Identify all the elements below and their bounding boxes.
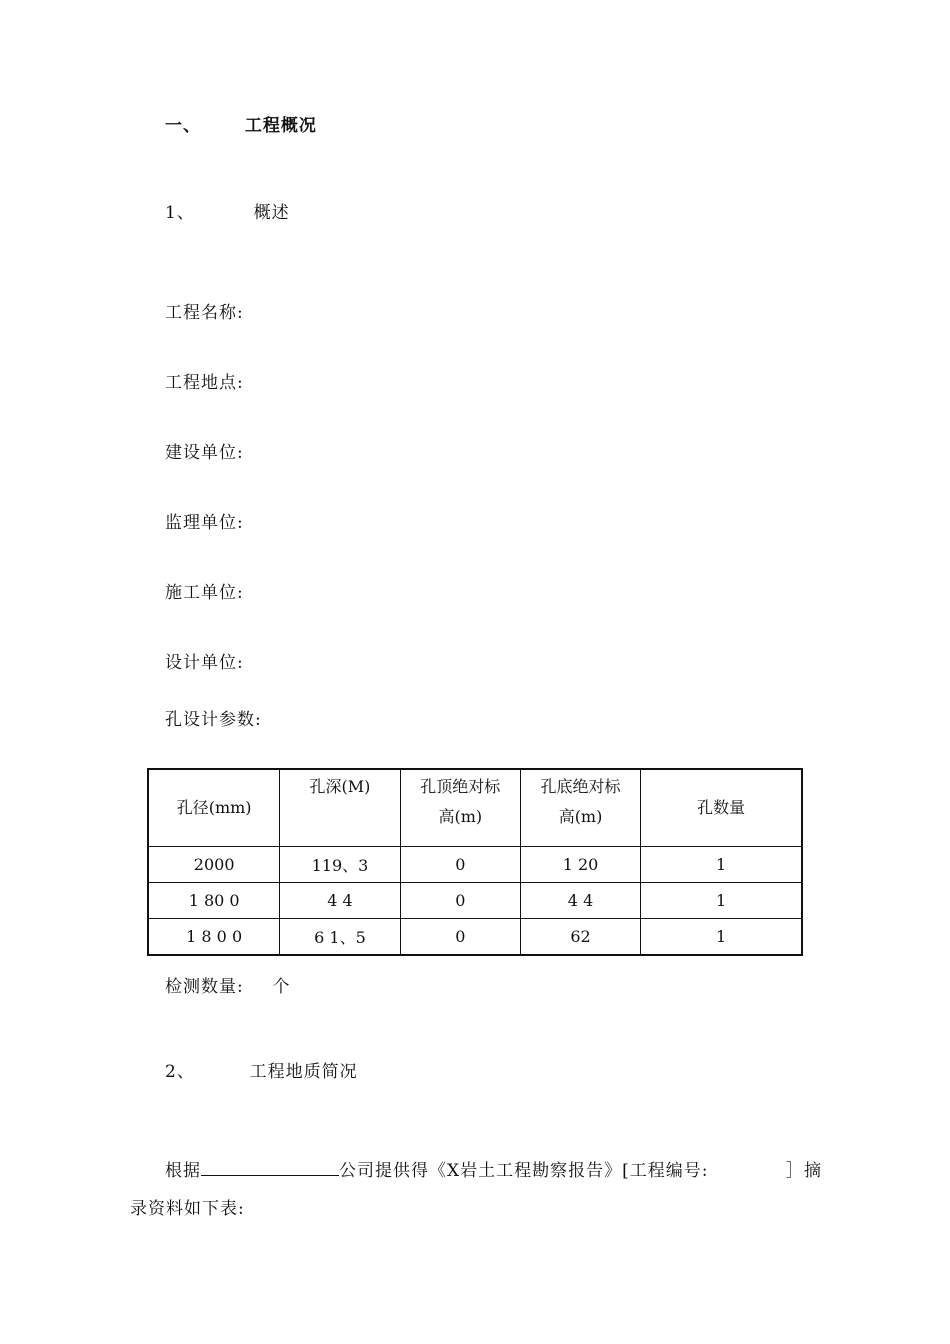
field-project-location: 工程地点: [165,373,244,393]
detect-count-label: 检测数量: [165,977,244,997]
subsection-number: 2、 [165,1062,195,1082]
paragraph-bracket-end: ］摘 [786,1161,822,1181]
paragraph-line-1 [165,1156,708,1181]
section-number: 一、 [165,116,201,136]
header-diameter: 孔径(mm) [148,769,280,847]
paragraph-line-2: 录资料如下表: [130,1199,245,1219]
table-cell: 1 20 [520,847,640,883]
table-cell: 6 1、5 [280,919,400,956]
header-top-elevation-line1: 孔顶绝对标 [420,777,501,796]
header-top-elevation [400,769,520,847]
table-header-row [148,769,802,847]
table-cell: 2000 [148,847,280,883]
detect-count-unit: 个 [272,977,291,997]
field-supervisor: 监理单位: [165,513,244,533]
table-row [148,919,802,956]
header-count: 孔数量 [641,769,802,847]
table-cell: 1 [641,883,802,919]
table-cell: 119、3 [280,847,400,883]
blank-underline [201,1161,339,1176]
section-title: 工程概况 [244,116,317,136]
table-cell: 0 [400,919,520,956]
table-cell: 4 4 [280,883,400,919]
subsection-heading-1 [165,198,290,223]
subsection-number: 1、 [165,203,195,223]
table-cell: 1 [641,847,802,883]
table-row [148,847,802,883]
subsection-title: 工程地质简况 [249,1062,358,1082]
table-cell: 1 80 0 [148,883,280,919]
field-designer: 设计单位: [165,653,244,673]
header-bottom-elevation [520,769,640,847]
header-top-elevation-line2: 高(m) [438,807,483,826]
header-depth: 孔深(M) [280,769,400,847]
section-heading [165,111,317,136]
detect-count [165,972,291,997]
paragraph-prefix: 根据 [165,1161,201,1181]
table-cell: 0 [400,847,520,883]
subsection-title: 概述 [253,203,290,223]
field-contractor: 施工单位: [165,583,244,603]
paragraph-middle: 公司提供得《X岩土工程勘察报告》[工程编号: [339,1161,709,1181]
header-bottom-elevation-line2: 高(m) [558,807,603,826]
table-cell: 1 8 0 0 [148,919,280,956]
hole-params-table [147,768,803,956]
subsection-heading-2 [165,1057,358,1082]
table-row [148,883,802,919]
field-project-name: 工程名称: [165,303,244,323]
table-cell: 4 4 [520,883,640,919]
table-cell: 1 [641,919,802,956]
header-bottom-elevation-line1: 孔底绝对标 [540,777,621,796]
params-label: 孔设计参数: [165,710,262,730]
table-cell: 0 [400,883,520,919]
field-owner: 建设单位: [165,443,244,463]
table-cell: 62 [520,919,640,956]
